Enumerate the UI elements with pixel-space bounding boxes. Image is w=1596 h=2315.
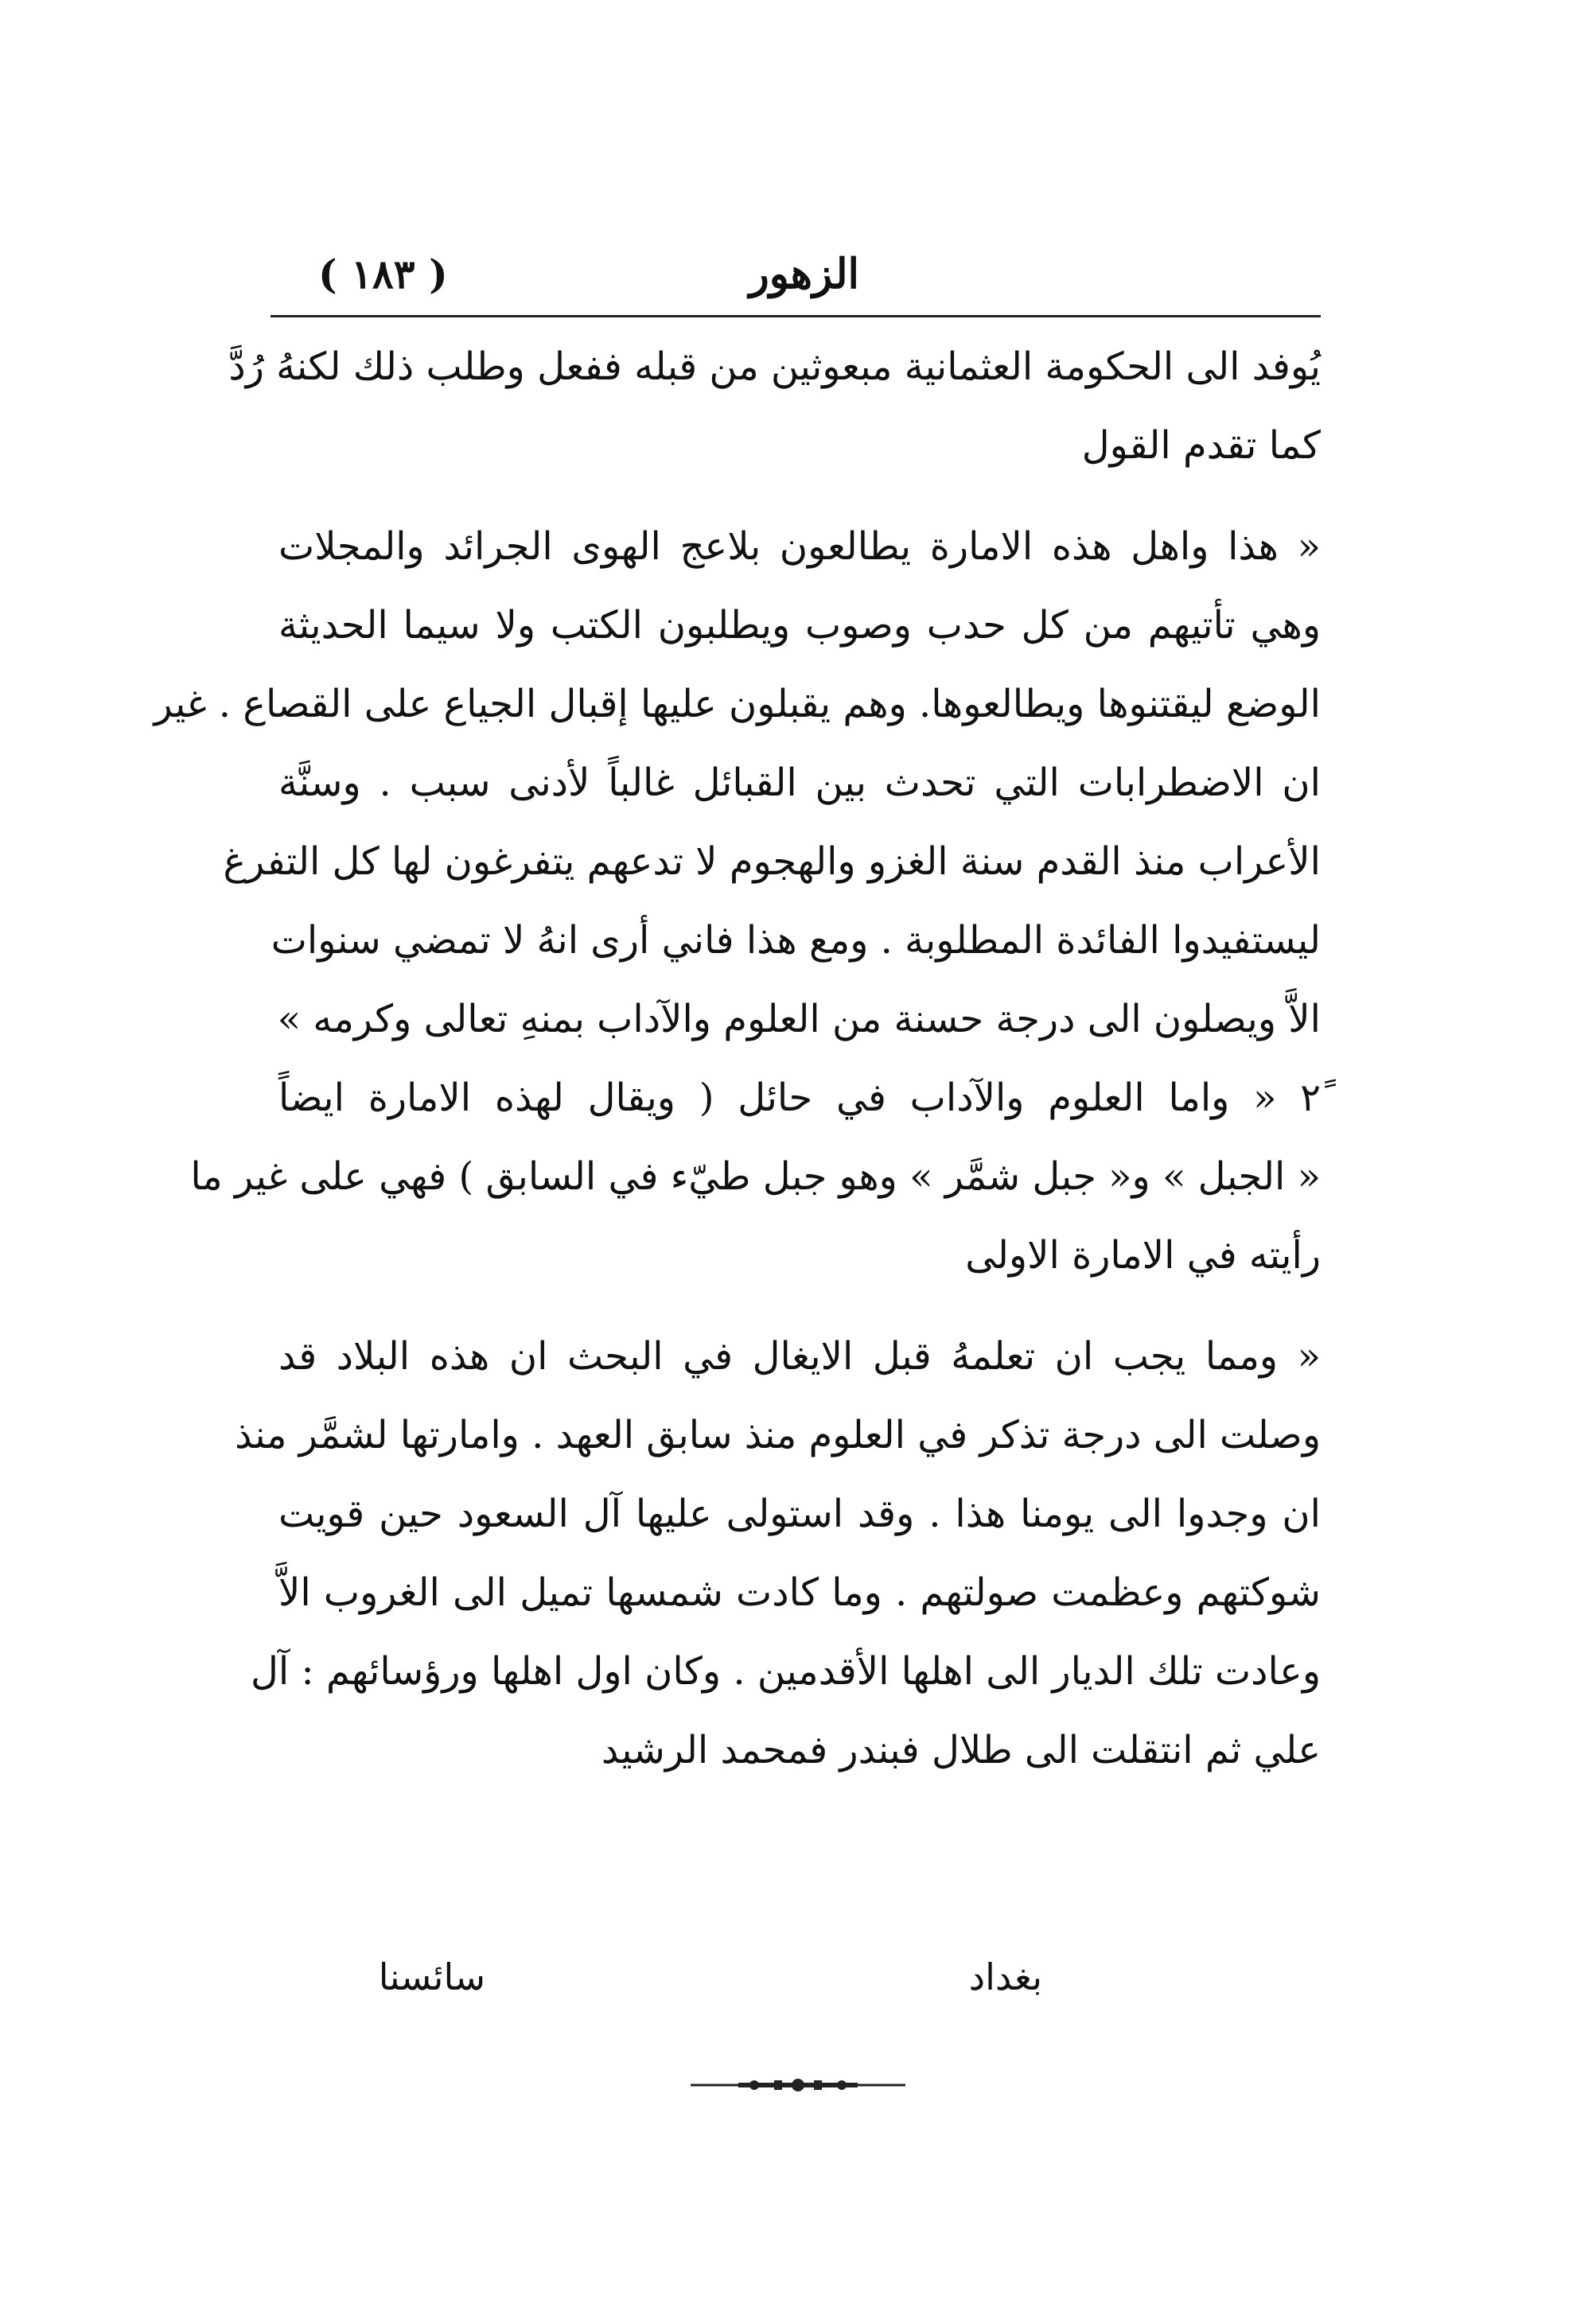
- text-line: وعادت تلك الديار الى اهلها الأقدمين . وكان اول اهلها ورؤسائهم : آل: [250, 1649, 1321, 1694]
- page-header: [271, 239, 1321, 310]
- text-line: كما تقدم القول: [1081, 423, 1321, 468]
- end-ornament-icon: [691, 2073, 905, 2097]
- signature-block: [271, 1941, 1321, 2013]
- paragraph-gap: [278, 1295, 1321, 1317]
- signature-name: سائسنا: [378, 1955, 485, 1998]
- text-line: « هذا واهل هذه الامارة يطالعون بلاعج الهوى الجرائد والمجلات: [278, 524, 1321, 569]
- text-line: رأيته في الامارة الاولى: [965, 1233, 1321, 1278]
- text-line: ليستفيدوا الفائدة المطلوبة . ومع هذا فاني أرى انهُ لا تمضي سنوات: [271, 918, 1321, 963]
- text-line: وهي تأتيهم من كل حدب وصوب ويطلبون الكتب ولا سيما الحديثة: [278, 603, 1321, 648]
- paragraph-gap: [278, 485, 1321, 508]
- running-title: الزهور: [749, 250, 859, 298]
- text-line: الأعراب منذ القدم سنة الغزو والهجوم لا تدعهم يتفرغون لها كل التفرغ: [223, 839, 1321, 884]
- text-line: شوكتهم وعظمت صولتهم . وما كادت شمسها تميل الى الغروب الاَّ: [278, 1570, 1321, 1615]
- signature-place: بغداد: [968, 1955, 1042, 1998]
- text-line: ان الاضطرابات التي تحدث بين القبائل غالباً لأدنى سبب . وسنَّة: [278, 761, 1321, 805]
- text-line: وصلت الى درجة تذكر في العلوم منذ سابق العهد . وامارتها لشمَّر منذ: [235, 1413, 1321, 1457]
- text-line: الوضع ليقتنوها ويطالعوها. وهم يقبلون عليها إقبال الجياع على القصاع . غير: [154, 682, 1321, 726]
- text-line: ٢ً « واما العلوم والآداب في حائل ( ويقال لهذه الامارة ايضاً: [278, 1076, 1321, 1120]
- text-line: يُوفد الى الحكومة العثمانية مبعوثين من قبله ففعل وطلب ذلك لكنهُ رُدَّ: [228, 344, 1321, 389]
- text-line: ان وجدوا الى يومنا هذا . وقد استولى عليها آل السعود حين قويت: [278, 1492, 1321, 1536]
- text-line: « الجبل » و« جبل شمَّر » وهو جبل طيّء في السابق ) فهي على غير ما: [190, 1154, 1321, 1199]
- page-number: ( ١٨٣ ): [318, 251, 448, 298]
- text-line: « ومما يجب ان تعلمهُ قبل الايغال في البحث ان هذه البلاد قد: [278, 1334, 1321, 1379]
- body-text: [154, 328, 1321, 1790]
- text-line: علي ثم انتقلت الى طلال فبندر فمحمد الرشيد: [601, 1728, 1321, 1772]
- header-rule: [271, 315, 1321, 317]
- text-line: الاَّ ويصلون الى درجة حسنة من العلوم والآداب بمنهِ تعالى وكرمه »: [277, 997, 1321, 1041]
